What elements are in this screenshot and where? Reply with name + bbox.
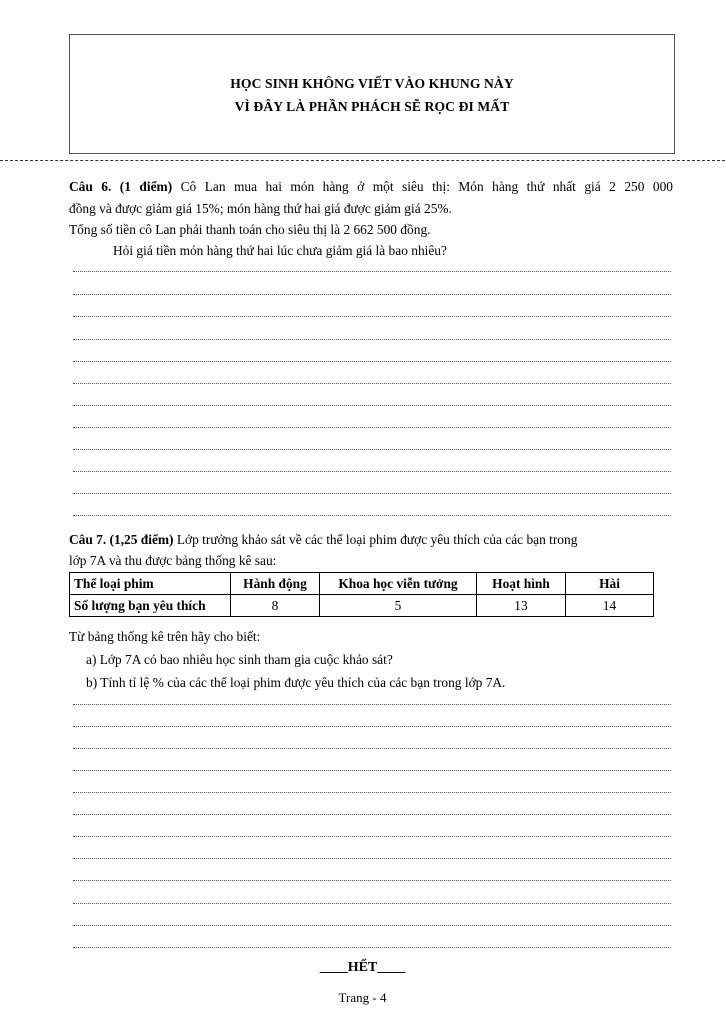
table-header-row: [70, 573, 654, 595]
q6-label: Câu 6. (1 điểm): [69, 179, 173, 194]
answer-line[interactable]: [73, 271, 671, 272]
answer-line[interactable]: [73, 449, 671, 450]
answer-line[interactable]: [73, 858, 671, 859]
q7-line-2: lớp 7A và thu được bảng thống kê sau:: [69, 553, 277, 568]
table-header-cell: Hài: [566, 573, 654, 595]
table-cell: 8: [231, 595, 320, 617]
answer-line[interactable]: [73, 726, 671, 727]
table-cell: Số lượng bạn yêu thích: [70, 595, 231, 617]
q6-text-1: Cô Lan mua hai món hàng ở một siêu thị: Món hàng thứ nhất giá 2 250 000: [172, 179, 673, 194]
table-header-cell: Khoa học viễn tưởng: [320, 573, 477, 595]
answer-line[interactable]: [73, 925, 671, 926]
answer-line[interactable]: [73, 294, 671, 295]
answer-line[interactable]: [73, 383, 671, 384]
q7-intro: Từ bảng thống kê trên hãy cho biết:: [69, 629, 261, 644]
table-cell: 14: [566, 595, 654, 617]
table-header-cell: Hành động: [231, 573, 320, 595]
answer-line[interactable]: [73, 770, 671, 771]
end-marker: ____HẾT____: [319, 960, 406, 975]
q7-part-b: b) Tính tỉ lệ % của các thể loại phim được yêu thích của các bạn trong lớp 7A.: [86, 675, 506, 690]
answer-line[interactable]: [73, 471, 671, 472]
q7-part-a: a) Lớp 7A có bao nhiêu học sinh tham gia cuộc khảo sát?: [86, 652, 393, 667]
table-header-cell: Thể loại phim: [70, 573, 231, 595]
exclusion-box: [69, 34, 675, 154]
cut-line-divider: [0, 160, 725, 161]
exclusion-notice-line-1: HỌC SINH KHÔNG VIẾT VÀO KHUNG NÀY: [230, 76, 514, 91]
table-row: [70, 595, 654, 617]
answer-line[interactable]: [73, 903, 671, 904]
page-number: Trang - 4: [338, 990, 387, 1005]
answer-line[interactable]: [73, 814, 671, 815]
q6-line-3: Tổng số tiền cô Lan phải thanh toán cho siêu thị là 2 662 500 đồng.: [69, 222, 431, 237]
answer-line[interactable]: [73, 339, 671, 340]
q6-line-1: [69, 177, 673, 196]
answer-line[interactable]: [73, 792, 671, 793]
answer-line[interactable]: [73, 427, 671, 428]
answer-line[interactable]: [73, 405, 671, 406]
table-cell: 13: [477, 595, 566, 617]
table-cell: 5: [320, 595, 477, 617]
table-header-cell: Hoạt hình: [477, 573, 566, 595]
answer-line[interactable]: [73, 316, 671, 317]
answer-line[interactable]: [73, 880, 671, 881]
answer-line[interactable]: [73, 947, 671, 948]
exclusion-notice-line-2: VÌ ĐÂY LÀ PHẦN PHÁCH SẼ RỌC ĐI MẤT: [234, 99, 510, 114]
q6-line-2: đồng và được giảm giá 15%; món hàng thứ hai giá được giảm giá 25%.: [69, 201, 452, 216]
q7-text-1: Lớp trưởng khảo sát về các thể loại phim được yêu thích của các bạn trong: [173, 532, 578, 547]
answer-line[interactable]: [73, 361, 671, 362]
q6-question: Hỏi giá tiền món hàng thứ hai lúc chưa giảm giá là bao nhiêu?: [113, 243, 447, 258]
answer-line[interactable]: [73, 748, 671, 749]
answer-line[interactable]: [73, 704, 671, 705]
q7-label: Câu 7. (1,25 điểm): [69, 532, 174, 547]
answer-line[interactable]: [73, 836, 671, 837]
statistics-table: [69, 572, 654, 617]
answer-line[interactable]: [73, 515, 671, 516]
q7-line-1: [69, 530, 673, 549]
answer-line[interactable]: [73, 493, 671, 494]
